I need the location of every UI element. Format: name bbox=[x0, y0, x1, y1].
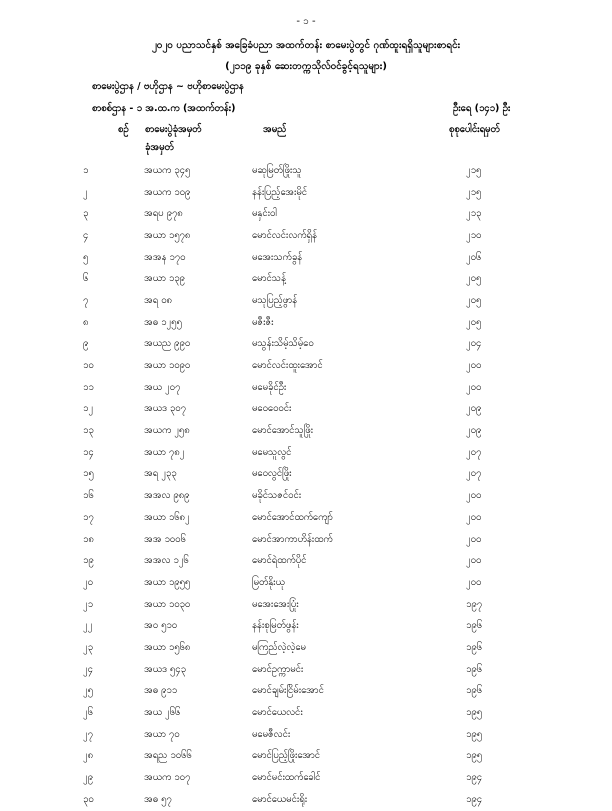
row-name: မအေးအေးပြုံး bbox=[252, 598, 299, 610]
row-name: မနှင်းဝါ bbox=[252, 208, 277, 220]
row-number bbox=[0, 594, 107, 616]
row-seat-id: အယာ ၁၀၃၀ bbox=[144, 598, 191, 610]
table-row bbox=[0, 420, 612, 442]
row-number bbox=[0, 485, 107, 507]
row-spacer bbox=[107, 399, 144, 421]
row-number bbox=[0, 225, 107, 247]
table-row bbox=[0, 529, 612, 551]
row-number-text: ၂၆ bbox=[83, 707, 94, 719]
table-row bbox=[0, 160, 612, 182]
table-row bbox=[0, 572, 612, 594]
row-spacer bbox=[107, 203, 144, 225]
row-name: မောင်ရဲထက်ပိုင် bbox=[252, 555, 307, 567]
row-seat-id: အယာ ၁၃၉ bbox=[144, 273, 185, 285]
row-name: မအေးသက်ခွန် bbox=[252, 251, 303, 263]
exam-center-label: စာစစ်ဌာန - ၁ အ.ထ.က (အထက်တန်း) bbox=[92, 103, 236, 114]
row-seat-id: အယဒ ၅၄၃ bbox=[144, 663, 186, 675]
row-spacer bbox=[107, 702, 144, 724]
column-header-id-line2: ခုံအမှတ် bbox=[145, 142, 174, 153]
row-spacer bbox=[107, 442, 144, 464]
row-number bbox=[0, 572, 107, 594]
row-marks: ၂၀၉ bbox=[466, 403, 482, 415]
row-name: နန်းစုမြတ်ဖွန်း bbox=[252, 620, 299, 632]
row-number-text: ၁၉ bbox=[83, 555, 94, 567]
table-row bbox=[0, 225, 612, 247]
row-seat-id: အယာ ၇၈၂ bbox=[144, 446, 185, 458]
row-number-text: ၁၅ bbox=[83, 468, 94, 480]
row-marks: ၂၀၀ bbox=[466, 490, 482, 502]
row-number bbox=[0, 615, 107, 637]
page-number: - ၁ - bbox=[296, 16, 316, 27]
row-name: မောင်အောင်သူဖြိုး bbox=[252, 425, 314, 437]
row-seat-id: အအ ၁၀၀၆ bbox=[144, 533, 186, 545]
row-seat-id: အယက ၁၀၇ bbox=[144, 772, 191, 784]
table-row bbox=[0, 355, 612, 377]
row-marks: ၂၀၀ bbox=[466, 381, 482, 393]
row-name: မောင်မင်းထက်ခေါင် bbox=[252, 772, 321, 784]
column-header-name: အမည် bbox=[263, 124, 287, 135]
row-name: မောင်အောင်ထက်ကျော် bbox=[252, 511, 333, 523]
row-seat-id: အရ ၂၃၃ bbox=[144, 468, 177, 480]
row-spacer bbox=[107, 225, 144, 247]
row-seat-id: အရ ၀၈ bbox=[144, 294, 172, 306]
row-marks: ၁၉၇ bbox=[466, 598, 483, 610]
row-number-text: ၂၃ bbox=[83, 641, 94, 653]
row-seat-id: အယက ၂၅၈ bbox=[144, 425, 190, 437]
row-spacer bbox=[107, 160, 144, 182]
row-spacer bbox=[107, 268, 144, 290]
row-marks: ၂၀၀ bbox=[466, 555, 482, 567]
row-number bbox=[0, 290, 107, 312]
row-seat-id: အယာ ၁၀၉၀ bbox=[144, 360, 191, 372]
row-name: မမေဇီလင်း bbox=[252, 728, 291, 740]
row-number bbox=[0, 442, 107, 464]
row-name: မောင်ဥက္ကာမင်း bbox=[252, 663, 304, 675]
row-number-text: ၃၀ bbox=[83, 793, 94, 805]
row-seat-id: အအလ ၁၂၆ bbox=[144, 555, 189, 567]
row-number-text: ၂၉ bbox=[83, 772, 94, 784]
row-name: မဝေလွင်ဖြိုး bbox=[252, 468, 292, 480]
table-row bbox=[0, 507, 612, 529]
row-spacer bbox=[107, 485, 144, 507]
row-number bbox=[0, 182, 107, 204]
row-marks: ၁၉၄ bbox=[466, 772, 483, 784]
table-row bbox=[0, 767, 612, 789]
document-subtitle: (၂၁၁၉ ခုနှစ် ဆေးတက္ကသိုလ်ဝင်ခွင့်ရသူများ) bbox=[225, 61, 387, 72]
column-header-marks: စုစုပေါင်းရမှတ် bbox=[449, 124, 500, 135]
column-header-no: စဉ် bbox=[118, 124, 129, 135]
table-row bbox=[0, 442, 612, 464]
row-seat-id: အဓ ၉၁၁ bbox=[144, 685, 178, 697]
table-row bbox=[0, 550, 612, 572]
row-number-text: ၉ bbox=[83, 338, 89, 350]
row-name: မဆုမြတ်ဖြိုးသူ bbox=[252, 164, 302, 176]
row-marks: ၁၉၆ bbox=[466, 663, 483, 675]
row-name: မြတ်နိုးယု bbox=[252, 576, 285, 588]
results-table-body bbox=[0, 160, 612, 811]
row-spacer bbox=[107, 247, 144, 269]
row-seat-id: အယဒ ၃၀၇ bbox=[144, 403, 186, 415]
row-number-text: ၂၈ bbox=[83, 750, 94, 762]
row-number bbox=[0, 529, 107, 551]
row-spacer bbox=[107, 681, 144, 703]
row-name: မသွန်းသိမ့်သိမ့်ဝေ bbox=[252, 338, 314, 350]
row-marks: ၂၀၆ bbox=[466, 251, 482, 263]
row-marks: ၂၀၀ bbox=[466, 360, 482, 372]
table-row bbox=[0, 659, 612, 681]
row-seat-id: အယည ၉၉၀ bbox=[144, 338, 191, 350]
row-spacer bbox=[107, 659, 144, 681]
table-row bbox=[0, 724, 612, 746]
row-name: မဇီးဇီး bbox=[252, 316, 274, 328]
row-number-text: ၂၅ bbox=[83, 685, 94, 697]
row-marks: ၂၀၅ bbox=[466, 316, 482, 328]
row-seat-id: အယာ ၇၀ bbox=[144, 728, 180, 740]
row-name: မောင်သန့် bbox=[252, 273, 286, 285]
row-number-text: ၂ bbox=[83, 186, 88, 198]
row-spacer bbox=[107, 355, 144, 377]
row-marks: ၂၀၅ bbox=[466, 273, 482, 285]
row-marks: ၂၀၇ bbox=[466, 468, 482, 480]
row-seat-id: အအန ၁၇၀ bbox=[144, 251, 186, 263]
table-row bbox=[0, 290, 612, 312]
row-spacer bbox=[107, 550, 144, 572]
row-seat-id: အရပ ၉၇၈ bbox=[144, 208, 183, 220]
row-name: မောင်လင်းထူးအောင် bbox=[252, 360, 323, 372]
row-name: မဝေဝေဝင်း bbox=[252, 403, 292, 415]
row-seat-id: အဓ ၅၇ bbox=[144, 793, 172, 805]
table-row bbox=[0, 594, 612, 616]
row-number bbox=[0, 550, 107, 572]
table-row bbox=[0, 247, 612, 269]
table-row bbox=[0, 312, 612, 334]
row-number-text: ၁၃ bbox=[83, 425, 94, 437]
row-seat-id: အယာ ၁၆၈၂ bbox=[144, 511, 190, 523]
row-number bbox=[0, 399, 107, 421]
row-seat-id: အယ ၂၆၆ bbox=[144, 707, 181, 719]
row-number-text: ၃ bbox=[83, 208, 89, 220]
row-spacer bbox=[107, 464, 144, 486]
row-number bbox=[0, 789, 107, 811]
row-number bbox=[0, 312, 107, 334]
row-name: မမေသူလွင် bbox=[252, 446, 292, 458]
row-spacer bbox=[107, 789, 144, 811]
table-row bbox=[0, 637, 612, 659]
row-number bbox=[0, 355, 107, 377]
table-row bbox=[0, 399, 612, 421]
row-marks: ၁၉၅ bbox=[466, 750, 483, 762]
row-number-text: ၅ bbox=[83, 251, 89, 263]
row-number-text: ၂၄ bbox=[83, 663, 94, 675]
row-marks: ၂၀၉ bbox=[466, 425, 482, 437]
table-row bbox=[0, 789, 612, 811]
row-number-text: ၂၀ bbox=[83, 576, 94, 588]
column-header-id: စာမေးပွဲခုံအမှတ် bbox=[145, 124, 202, 135]
row-number-text: ၂၂ bbox=[83, 620, 93, 632]
row-seat-id: အယာ ၁၅၆၈ bbox=[144, 641, 191, 653]
row-number bbox=[0, 702, 107, 724]
row-seat-id: အယ ၂၀၇ bbox=[144, 381, 181, 393]
row-spacer bbox=[107, 572, 144, 594]
row-marks: ၂၁၅ bbox=[466, 164, 482, 176]
row-spacer bbox=[107, 334, 144, 356]
row-name: မောင်ချမ်းငြိမ်းအောင် bbox=[252, 685, 324, 697]
row-marks: ၁၉၅ bbox=[466, 728, 483, 740]
row-marks: ၂၁၅ bbox=[466, 186, 482, 198]
row-marks: ၁၉၆ bbox=[466, 641, 483, 653]
row-name: နန်းပြည့်အေးမိုင် bbox=[252, 186, 308, 198]
row-spacer bbox=[107, 724, 144, 746]
row-number bbox=[0, 681, 107, 703]
row-name: မသုပြည့်ဖွာန် bbox=[252, 294, 298, 306]
row-marks: ၂၀၀ bbox=[466, 533, 482, 545]
row-seat-id: အယာ ၁၉၅၅ bbox=[144, 576, 191, 588]
row-spacer bbox=[107, 377, 144, 399]
row-name: မောင်ယေမင်းရိုး bbox=[252, 793, 308, 805]
row-marks: ၂၀၀ bbox=[466, 511, 482, 523]
row-number-text: ၄ bbox=[83, 229, 89, 241]
row-number bbox=[0, 160, 107, 182]
row-spacer bbox=[107, 529, 144, 551]
results-table bbox=[0, 160, 612, 811]
table-row bbox=[0, 203, 612, 225]
row-name: မောင်ပြည့်ဖြိုးအောင် bbox=[252, 750, 321, 762]
row-number bbox=[0, 746, 107, 768]
row-name: မမေခိုင်ဦး bbox=[252, 381, 287, 393]
row-seat-id: အဓ ၁၂၅၅ bbox=[144, 316, 182, 328]
row-spacer bbox=[107, 594, 144, 616]
row-number bbox=[0, 203, 107, 225]
table-row bbox=[0, 334, 612, 356]
row-spacer bbox=[107, 507, 144, 529]
row-name: မောင်အာကာဟိန်းထက် bbox=[252, 533, 333, 545]
row-number-text: ၆ bbox=[83, 273, 89, 285]
row-spacer bbox=[107, 290, 144, 312]
row-spacer bbox=[107, 746, 144, 768]
table-row bbox=[0, 746, 612, 768]
row-name: မကြည်လဲ့လဲ့မေ bbox=[252, 641, 306, 653]
row-number bbox=[0, 767, 107, 789]
row-marks: ၂၀၀ bbox=[466, 576, 482, 588]
row-spacer bbox=[107, 615, 144, 637]
row-number-text: ၁၄ bbox=[83, 446, 94, 458]
row-marks: ၂၁၃ bbox=[466, 208, 482, 220]
row-marks: ၁၉၅ bbox=[466, 707, 483, 719]
table-row bbox=[0, 377, 612, 399]
row-spacer bbox=[107, 420, 144, 442]
row-number bbox=[0, 637, 107, 659]
row-number bbox=[0, 507, 107, 529]
row-marks: ၂၀၄ bbox=[466, 338, 482, 350]
row-seat-id: အယက ၁၀၉ bbox=[144, 186, 191, 198]
row-marks: ၂၁၀ bbox=[466, 229, 482, 241]
row-number bbox=[0, 420, 107, 442]
table-row bbox=[0, 464, 612, 486]
row-seat-id: အယက ၃၄၅ bbox=[144, 164, 191, 176]
row-number-text: ၁၈ bbox=[83, 533, 94, 545]
table-row bbox=[0, 182, 612, 204]
row-number-text: ၂၁ bbox=[83, 598, 94, 610]
row-number bbox=[0, 464, 107, 486]
row-spacer bbox=[107, 182, 144, 204]
region-label: စာမေးပွဲဌာန / ဗဟိုဌာန ~ ဗဟိုစာမေးပွဲဌာန bbox=[92, 81, 244, 92]
row-number bbox=[0, 659, 107, 681]
row-number-text: ၁၂ bbox=[83, 403, 94, 415]
row-name: မခိုင်သဇင်ဝင်း bbox=[252, 490, 302, 502]
row-marks: ၂၀၇ bbox=[466, 446, 482, 458]
row-number-text: ၁၁ bbox=[83, 381, 94, 393]
row-name: မောင်ယေလင်း bbox=[252, 707, 303, 719]
row-number-text: ၈ bbox=[83, 316, 89, 328]
table-row bbox=[0, 702, 612, 724]
row-seat-id: အဝ ၅၁၀ bbox=[144, 620, 178, 632]
row-number bbox=[0, 268, 107, 290]
table-row bbox=[0, 268, 612, 290]
row-number bbox=[0, 724, 107, 746]
row-number-text: ၂၇ bbox=[83, 728, 94, 740]
row-marks: ၁၉၆ bbox=[466, 620, 483, 632]
row-spacer bbox=[107, 637, 144, 659]
row-number bbox=[0, 377, 107, 399]
row-marks: ၁၉၄ bbox=[466, 793, 483, 805]
table-row bbox=[0, 485, 612, 507]
row-number bbox=[0, 247, 107, 269]
row-number-text: ၁ bbox=[83, 164, 89, 176]
row-number-text: ၇ bbox=[83, 294, 89, 306]
table-row bbox=[0, 681, 612, 703]
row-marks: ၂၀၅ bbox=[466, 294, 482, 306]
row-seat-id: အယာ ၁၅၇၈ bbox=[144, 229, 191, 241]
row-number-text: ၁၆ bbox=[83, 490, 94, 502]
row-seat-id: အရည ၁၀၆၆ bbox=[144, 750, 192, 762]
table-row bbox=[0, 615, 612, 637]
row-number bbox=[0, 334, 107, 356]
total-count: ဦးရေ (၁၄၁) ဦး bbox=[453, 103, 511, 114]
row-number-text: ၁၇ bbox=[83, 511, 94, 523]
row-marks: ၁၉၆ bbox=[466, 685, 483, 697]
document-title: ၂၀၂၀ ပညာသင်နှစ် အခြေခံပညာ အထက်တန်း စာမေးပွဲတွင် ဂုဏ်ထူးရရှိသူများစာရင်း bbox=[151, 40, 461, 51]
row-seat-id: အအလ ၉၈၉ bbox=[144, 490, 190, 502]
row-number-text: ၁၀ bbox=[83, 360, 94, 372]
row-name: မောင်လင်းလက်ရှိန် bbox=[252, 229, 317, 241]
row-spacer bbox=[107, 312, 144, 334]
row-spacer bbox=[107, 767, 144, 789]
